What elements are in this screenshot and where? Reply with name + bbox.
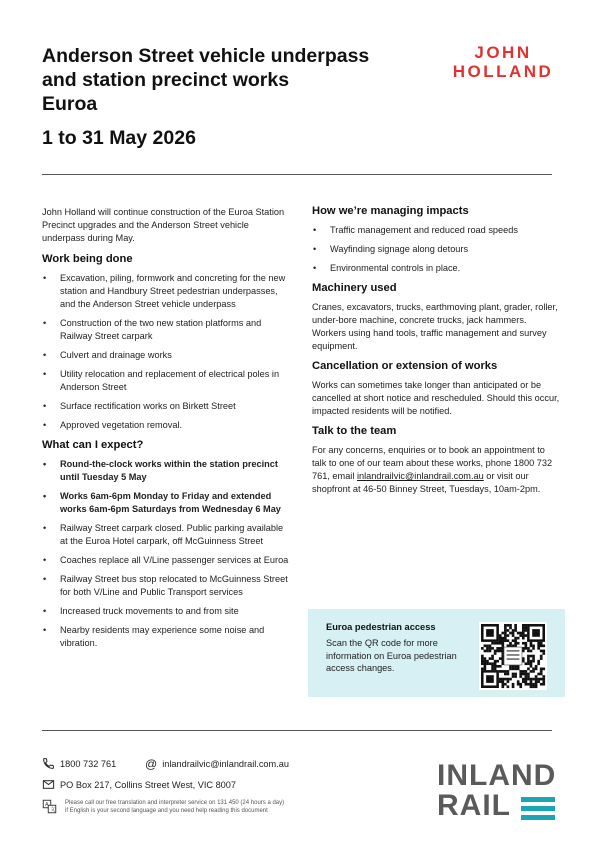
john-holland-logo	[444, 43, 562, 81]
footer-phone	[42, 757, 116, 771]
qr-code[interactable]	[479, 622, 547, 690]
list-item: • Increased truck movements to and from site	[43, 606, 239, 616]
date-range: 1 to 31 May 2026	[42, 127, 196, 149]
logo-word-rail: RAIL	[437, 789, 511, 822]
machinery-heading: Machinery used	[312, 282, 397, 294]
qr-code-icon	[479, 622, 547, 690]
footer-divider	[42, 730, 552, 731]
footer-email-address[interactable]: inlandrailvic@inlandrail.com.au	[162, 759, 289, 769]
interpreter-line-2: if English is your second language and you need help reading this document	[65, 808, 268, 814]
talk-text: For any concerns, enquiries or to book an appointment to talk to one of our team about these works, phone 1800 732 761, email inlandrailvic@inlandrail.com.au or visit our shopfront at 46-50 Binney Street, Tuesdays, 10am-2pm.	[312, 445, 553, 494]
svg-text:文: 文	[50, 807, 56, 814]
pedestrian-access-text: Scan the QR code for more information on Euroa pedestrian access changes.	[326, 638, 457, 673]
managing-impacts-heading: How we’re managing impacts	[312, 205, 469, 217]
list-item: • Culvert and drainage works	[43, 350, 172, 360]
interpreter-line-1: Please call our free translation and interpreter service on 131 450 (24 hours a day)	[65, 800, 285, 806]
logo-word-john: JOHN	[474, 43, 532, 62]
mail-icon	[42, 778, 56, 792]
what-can-i-expect-heading: What can I expect?	[42, 439, 144, 451]
title-line-1: Anderson Street vehicle underpass	[42, 45, 370, 67]
list-item: • Coaches replace all V/Line passenger services at Euroa	[43, 555, 289, 565]
footer-interpreter	[42, 799, 284, 819]
inland-rail-logo	[437, 761, 557, 821]
cancellation-text: Works can sometimes take longer than anticipated or be cancelled at short notice and rescheduled. Should this occur, impacted residents will be notified.	[312, 380, 560, 416]
translate-icon	[42, 799, 57, 819]
list-item: • Round-the-clock works within the station precinct until Tuesday 5 May	[43, 459, 278, 482]
list-item: • Excavation, piling, formwork and concreting for the new station and Handbury Street pedestrian underpasses, and the Anderson Street vehicle underpass	[43, 273, 286, 309]
phone-icon	[42, 757, 56, 771]
footer-postal	[42, 778, 236, 792]
list-item: • Wayfinding signage along detours	[313, 244, 469, 254]
list-item: • Construction of the two new station platforms and Railway Street carpark	[43, 318, 262, 341]
impacts-list	[312, 224, 560, 275]
right-column	[312, 204, 560, 502]
list-item: • Environmental controls in place.	[313, 263, 461, 273]
talk-heading: Talk to the team	[312, 425, 397, 437]
svg-text:A: A	[45, 801, 49, 808]
list-item: • Traffic management and reduced road speeds	[313, 225, 518, 235]
footer-postal-address: PO Box 217, Collins Street West, VIC 8007	[60, 780, 237, 790]
title-line-2: and station precinct works	[42, 69, 290, 91]
logo-word-holland: HOLLAND	[452, 62, 554, 81]
list-item: • Works 6am-6pm Monday to Friday and extended works 6am-6pm Saturdays from Wednesday 6 May	[43, 491, 281, 514]
list-item: • Nearby residents may experience some noise and vibration.	[43, 625, 265, 648]
document-title	[42, 44, 442, 150]
at-icon: @	[145, 757, 158, 771]
pedestrian-access-title: Euroa pedestrian access	[326, 622, 436, 632]
intro-paragraph: John Holland will continue construction of the Euroa Station Precinct upgrades and the Anderson Street vehicle underpass during May.	[42, 207, 285, 243]
work-being-done-heading: Work being done	[42, 253, 133, 265]
footer-phone-number[interactable]: 1800 732 761	[60, 759, 117, 769]
list-item: • Surface rectification works on Birkett Street	[43, 401, 236, 411]
logo-word-inland: INLAND	[437, 759, 557, 792]
left-column	[42, 206, 292, 656]
list-item: • Railway Street carpark closed. Public parking available at the Euroa Hotel carpark, off McGuinness Street	[43, 523, 284, 546]
title-line-3: Euroa	[42, 93, 98, 115]
footer-email	[145, 757, 289, 771]
machinery-text: Cranes, excavators, trucks, earthmoving plant, grader, roller, under-bore machine, concrete trucks, jack hammers. Workers using hand tools, traffic management and survey equipment.	[312, 302, 558, 351]
email-link[interactable]: inlandrailvic@inlandrail.com.au	[356, 471, 484, 481]
list-item: • Approved vegetation removal.	[43, 420, 183, 430]
header-divider	[42, 174, 552, 175]
list-item: • Utility relocation and replacement of electrical poles in Anderson Street	[43, 369, 280, 392]
work-list	[42, 272, 292, 432]
list-item: • Railway Street bus stop relocated to McGuinness Street for both V/Line and Public Transport services	[43, 574, 288, 597]
rail-stripes-icon	[521, 797, 555, 820]
expect-list	[42, 458, 292, 650]
cancellation-heading: Cancellation or extension of works	[312, 360, 498, 372]
